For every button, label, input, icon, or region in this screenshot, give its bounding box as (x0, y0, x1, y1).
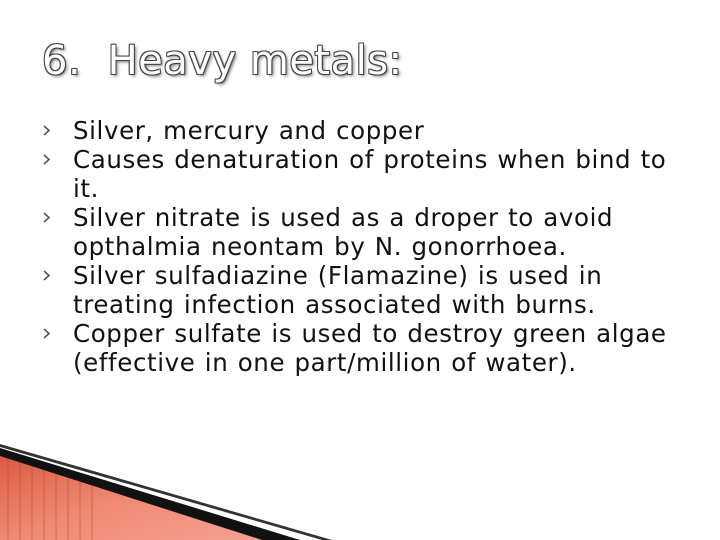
bullet-text: Silver, mercury and copper (73, 116, 425, 145)
list-item (40, 203, 700, 261)
chevron-right-icon (42, 116, 56, 145)
bullet-text: Causes denaturation of proteins when bind to it. (73, 145, 667, 203)
list-item (40, 116, 700, 145)
slide-title: 6. Heavy metals: (42, 38, 403, 84)
chevron-right-icon (42, 319, 56, 348)
list-item (40, 145, 700, 203)
chevron-right-icon (42, 203, 56, 232)
chevron-right-icon (42, 145, 56, 174)
bullet-text: Silver nitrate is used as a droper to avoid opthalmia neontam by N. gonorrhoea. (73, 203, 614, 261)
bullet-list (40, 116, 700, 377)
list-item (40, 319, 700, 377)
list-item (40, 261, 700, 319)
bullet-text: Copper sulfate is used to destroy green algae (effective in one part/million of water). (73, 319, 667, 377)
chevron-right-icon (42, 261, 56, 290)
bullet-text: Silver sulfadiazine (Flamazine) is used in treating infection associated with burns. (73, 261, 603, 319)
